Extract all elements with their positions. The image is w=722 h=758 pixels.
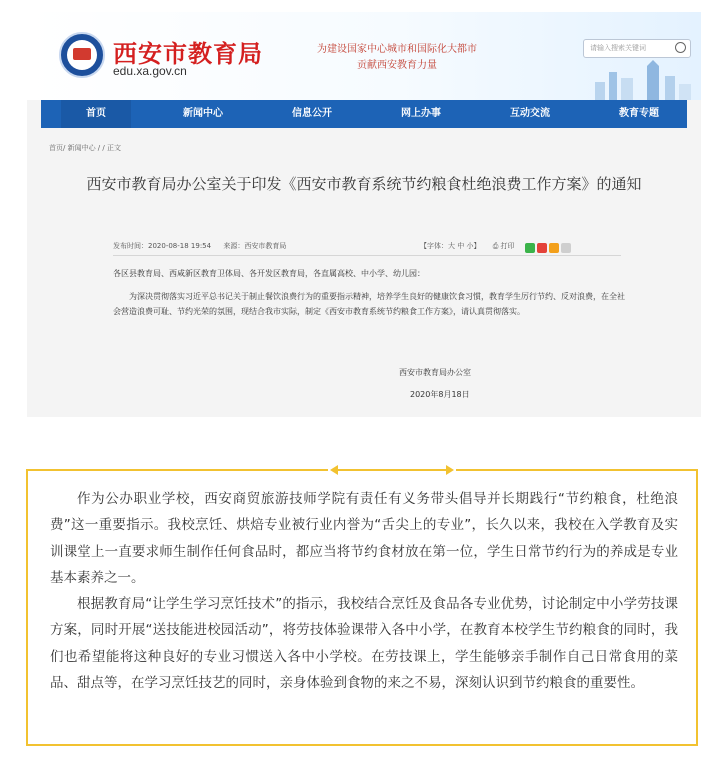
search-input[interactable]	[583, 39, 691, 58]
slogan-line-2: 贡献西安教育力量	[357, 60, 437, 71]
article-meta	[113, 241, 286, 251]
signature-date: 2020年8月18日	[410, 390, 470, 399]
print-icon[interactable]: ⎙	[492, 242, 499, 250]
addressee: 各区县教育局、西咸新区教育卫体局、各开发区教育局，各直属高校、中小学、幼儿园：	[113, 269, 425, 278]
search-icon[interactable]	[675, 42, 686, 53]
logo-emblem-icon[interactable]	[59, 32, 105, 78]
font-size-switch[interactable]: 【字体：大 中 小】	[420, 242, 481, 250]
nav-item-interaction[interactable]: 互动交流	[510, 108, 550, 119]
signature: 西安市教育局办公室	[399, 368, 471, 377]
slogan-line-1: 为建设国家中心城市和国际化大都市	[317, 44, 477, 55]
commentary-box	[26, 469, 698, 746]
nav-item-home[interactable]: 首页	[61, 100, 131, 128]
site-url: edu.xa.gov.cn	[113, 64, 187, 78]
article-title: 西安市教育局办公室关于印发《西安市教育系统节约粮食杜绝浪费工作方案》的通知	[86, 175, 642, 193]
nav-item-services[interactable]: 网上办事	[401, 108, 441, 119]
divider	[113, 255, 621, 256]
weibo-share-icon[interactable]	[537, 243, 547, 253]
article-body: 为深决贯彻落实习近平总书记关于制止餐饮浪费行为的重要指示精神，培养学生良好的健康饮食习惯，教育学生厉行节约、反对浪费，在全社会营造浪费可耻、节约光荣的氛围，现结合我市实际，制定《西安市教育系统节约粮食工作方案》，请认真贯彻落实。	[113, 292, 625, 316]
more-share-icon[interactable]	[561, 243, 571, 253]
wechat-share-icon[interactable]	[525, 243, 535, 253]
site-header	[27, 12, 701, 100]
webpage-screenshot	[27, 12, 701, 417]
site-title[interactable]: 西安市教育局	[113, 40, 263, 68]
main-nav	[41, 100, 687, 128]
city-skyline-icon	[587, 60, 697, 100]
print-button[interactable]: 打印	[500, 242, 515, 250]
commentary-paragraph-2: 根据教育局“让学生学习烹饪技术”的指示，我校结合烹饪及食品各专业优势，讨论制定中小学劳技课方案，同时开展“送技能进校园活动”，将劳技体验课带入各中小学，在教育本校学生节约粮食的同时，我们也希望能将这种良好的专业习惯送入各中小学校。在劳技课上，学生能够亲手制作自己日常食用的菜品、甜点等，在学习烹饪技艺的同时，亲身体验到食物的来之不易，深刻认识到节约粮食的重要性。	[50, 596, 678, 691]
article-tools	[420, 241, 515, 251]
nav-item-topics[interactable]: 教育专题	[619, 108, 659, 119]
qq-share-icon[interactable]	[549, 243, 559, 253]
nav-item-info[interactable]: 信息公开	[292, 108, 332, 119]
article-source: 来源：西安市教育局	[223, 242, 287, 250]
publish-time: 发布时间：2020-08-18 19:54	[113, 242, 212, 250]
breadcrumb[interactable]: 首页/ 新闻中心 / / 正文	[49, 144, 121, 152]
search-placeholder: 请输入搜索关键词	[590, 44, 646, 52]
nav-item-news[interactable]: 新闻中心	[183, 108, 223, 119]
commentary-paragraph-1: 作为公办职业学校，西安商贸旅游技师学院有责任有义务带头倡导并长期践行“节约粮食，杜绝浪费”这一重要指示。我校烹饪、烘焙专业被行业内誉为“舌尖上的专业”，长久以来，我校在入学教育及实训课堂上一直要求师生制作任何食品时，都应当将节约食材放在第一位，学生日常节约行为的养成是专业基本素养之一。	[50, 491, 678, 586]
double-arrow-icon	[328, 464, 456, 476]
